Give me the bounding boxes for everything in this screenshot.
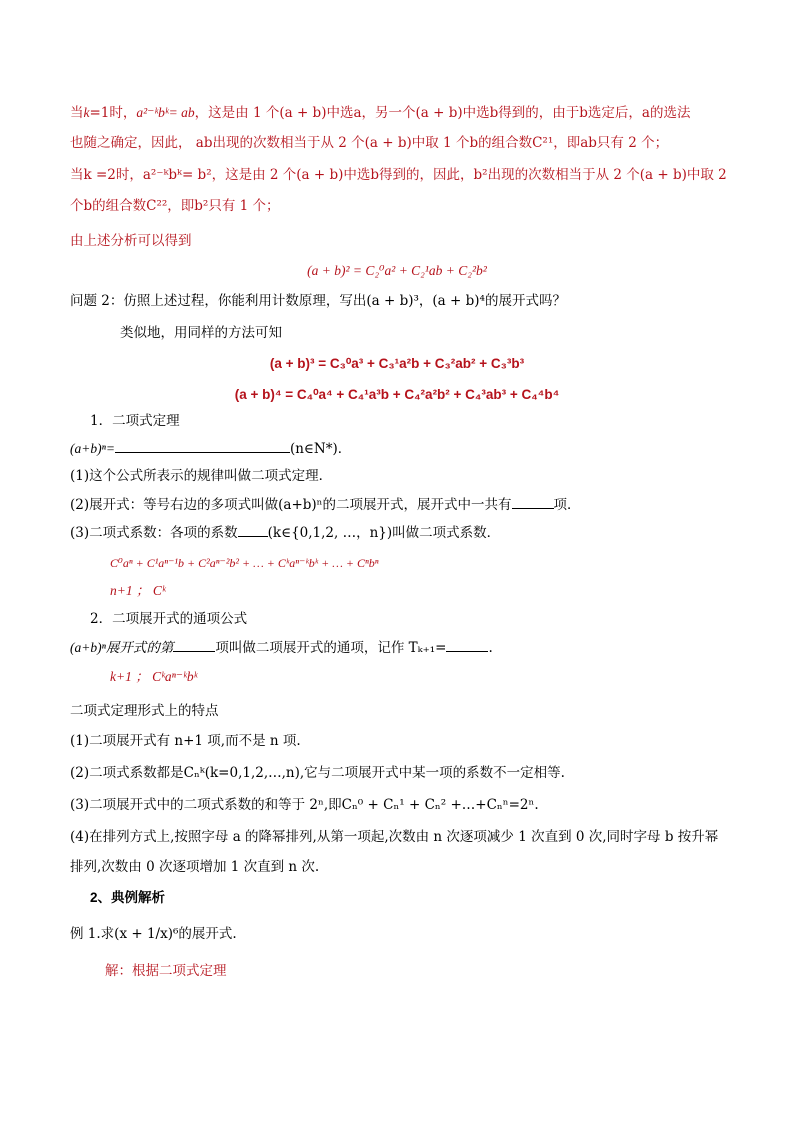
question-2: 问题 2：仿照上述过程，你能利用计数原理，写出(a + b)³，(a + b)⁴的展开式吗？ — [70, 293, 566, 309]
theorem-definition — [70, 438, 724, 459]
theorem-item-3 — [70, 522, 724, 543]
theorem-item-1: (1)这个公式所表示的规律叫做二项式定理． — [70, 468, 333, 484]
feature-3: (3)二项展开式中的二项式系数的和等于 2ⁿ,即Cₙ⁰ + Cₙ¹ + Cₙ² +…+Cₙⁿ=2ⁿ. — [70, 797, 539, 813]
example-heading: 2、典例解析 — [90, 890, 166, 905]
formula-fourth: (a + b)⁴ = C₄⁰a⁴ + C₄¹a³b + C₄²a²b² + C₄³ab³ + C₄⁴b⁴ — [234, 387, 560, 402]
summary-intro: 由上述分析可以得到 — [70, 233, 192, 249]
blank-coefficient — [238, 522, 268, 537]
para-k2-line1: 当k =2时，a²⁻ᵏbᵏ= b²，这是由 2 个(a + b)中选b得到的，因此，b²出现的次数相当于从 2 个(a + b)中取 2 — [70, 167, 727, 183]
similar-intro: 类似地，用同样的方法可知 — [120, 325, 282, 341]
general-answer: k+1 ； Cᵏaⁿ⁻ᵏbᵏ — [110, 669, 198, 684]
var-k: k — [83, 105, 90, 120]
feature-1: (1)二项展开式有 n+1 项,而不是 n 项. — [70, 733, 301, 749]
features-heading: 二项式定理形式上的特点 — [70, 703, 219, 719]
general-definition — [70, 637, 724, 658]
text: (a+b)ⁿ展开式的第 — [70, 640, 174, 655]
blank-term-count — [512, 494, 554, 509]
theorem-item-2 — [70, 494, 724, 515]
text: (k∈{0,1,2, …，n})叫做二项式系数． — [267, 525, 501, 541]
text: 项叫做二项展开式的通项，记作 Tₖ₊₁= — [215, 640, 447, 656]
blank-expansion — [115, 438, 290, 453]
blank-general-term — [446, 637, 488, 652]
feature-4-line1: (4)在排列方式上,按照字母 a 的降幂排列,从第一项起,次数由 n 次逐项减少 1 次直到 0 次,同时字母 b 按升幂 — [70, 829, 719, 845]
text: 项． — [553, 497, 581, 513]
general-heading: 2．二项展开式的通项公式 — [90, 611, 248, 627]
example-1: 例 1.求(x + 1/x)⁶的展开式. — [70, 926, 237, 942]
formula-cube: (a + b)³ = C₃⁰a³ + C₃¹a²b + C₃²ab² + C₃³b³ — [269, 356, 525, 371]
theorem-heading: 1．二项式定理 — [90, 413, 180, 429]
theorem-answer-expansion: C⁰aⁿ + C¹aⁿ⁻¹b + C²aⁿ⁻²b² + … + Cᵏaⁿ⁻ᵏbᵏ + … + Cⁿbⁿ — [110, 556, 379, 570]
text: =1时， — [89, 105, 137, 121]
text: 当 — [70, 105, 84, 121]
example-solution: 解：根据二项式定理 — [105, 963, 227, 979]
expr: a²⁻ᵏbᵏ= ab — [136, 105, 195, 120]
para-k2-line2: 个b的组合数C²²，即b²只有 1 个； — [70, 198, 280, 214]
theorem-answer-count: n+1 ； Cᵏ — [110, 583, 166, 598]
para-k1-line1 — [70, 103, 724, 123]
feature-4-line2: 排列,次数由 0 次逐项增加 1 次直到 n 次. — [70, 859, 320, 875]
blank-term-index — [173, 637, 215, 652]
text: ，这是由 1 个(a + b)中选a，另一个(a + b)中选b得到的，由于b选定后，a的选法 — [194, 105, 691, 121]
text: . — [488, 640, 493, 656]
text: (3)二项式系数：各项的系数 — [70, 525, 238, 541]
feature-2: (2)二项式系数都是Cₙᵏ(k=0,1,2,…,n),它与二项展开式中某一项的系数不一定相等. — [70, 765, 565, 781]
text: (a+b)ⁿ= — [70, 441, 115, 456]
formula-square: (a + b)² = C₂⁰a² + C₂¹ab + C₂²b² — [307, 263, 487, 278]
text: (n∈N*)． — [289, 441, 352, 457]
para-k1-line2: 也随之确定，因此， ab出现的次数相当于从 2 个(a + b)中取 1 个b的组合数C²¹，即ab只有 2 个； — [70, 135, 669, 151]
text: (2)展开式：等号右边的多项式叫做(a+b)ⁿ的二项展开式，展开式中一共有 — [70, 497, 512, 513]
